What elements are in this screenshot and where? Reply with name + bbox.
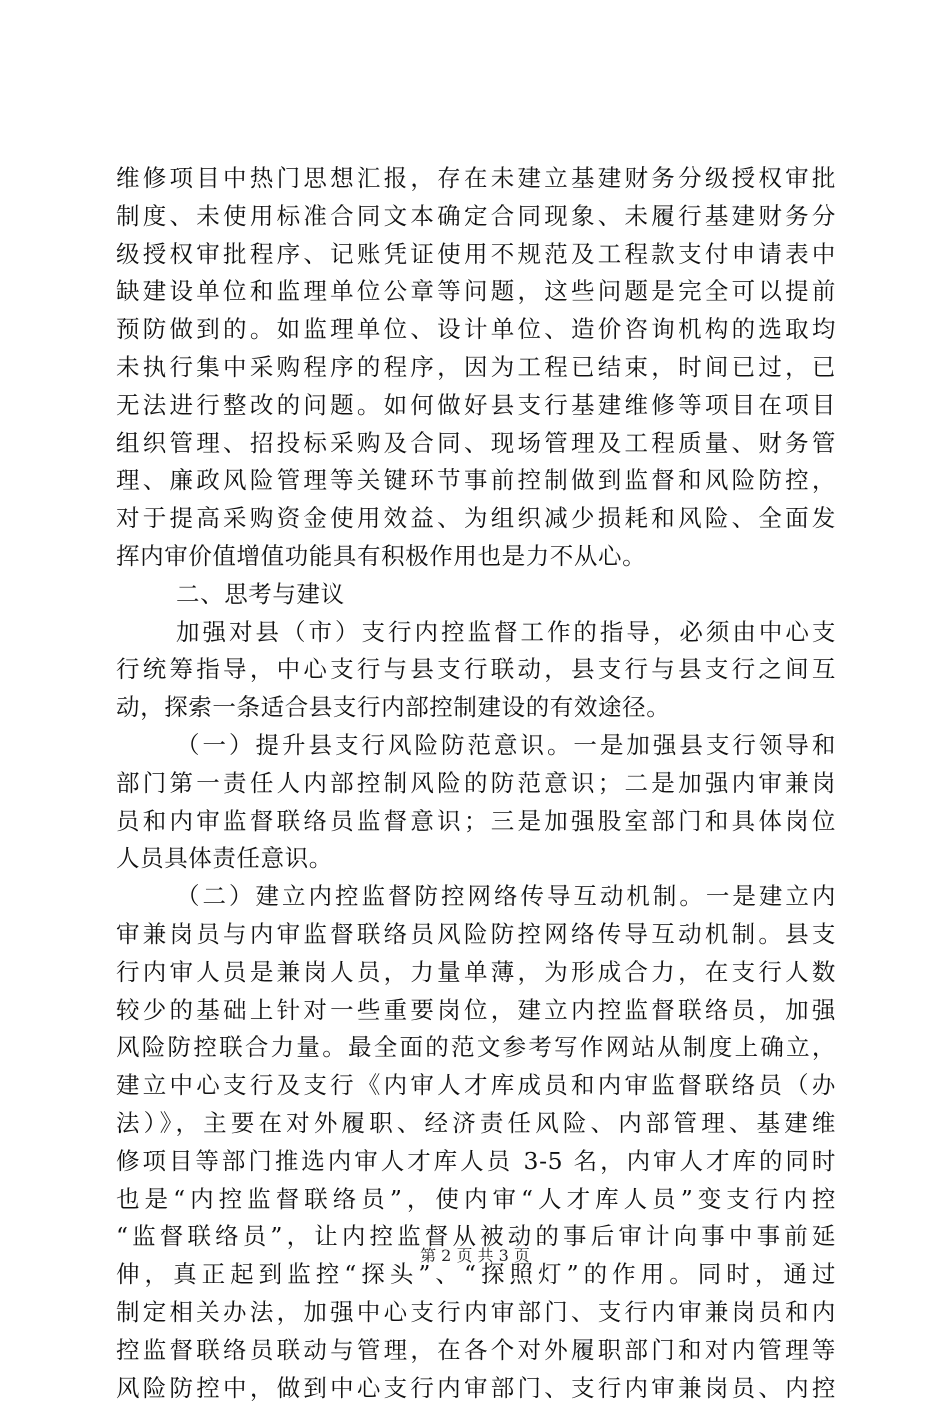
page-footer: 第 2 页 共 3 页 [0,1243,950,1266]
document-body [116,160,836,1407]
text-line: 行内审人员是兼岗人员，力量单薄，为形成合力，在支行人数 [116,954,836,992]
text-line: 人员具体责任意识。 [116,840,836,878]
text-line: 建立中心支行及支行《内审人才库成员和内审监督联络员（办 [116,1067,836,1105]
text-line: 维修项目中热门思想汇报，存在未建立基建财务分级授权审批 [116,160,836,198]
text-line: 无法进行整改的问题。如何做好县支行基建维修等项目在项目 [116,387,836,425]
text-line: 二、思考与建议 [116,576,836,614]
text-line: 控监督联络员联动与管理，在各个对外履职部门和对内管理等 [116,1332,836,1370]
text-line: 未执行集中采购程序的程序，因为工程已结束，时间已过，已 [116,349,836,387]
text-line: 对于提高采购资金使用效益、为组织减少损耗和风险、全面发 [116,500,836,538]
text-line: 伸，真正起到监控“探头”、“探照灯”的作用。同时，通过 [116,1256,836,1294]
text-line: 预防做到的。如监理单位、设计单位、造价咨询机构的选取均 [116,311,836,349]
text-line: 员和内审监督联络员监督意识；三是加强股室部门和具体岗位 [116,803,836,841]
text-line: 加强对县（市）支行内控监督工作的指导，必须由中心支 [116,614,836,652]
text-line: 风险防控中，做到中心支行内审部门、支行内审兼岗员、内控 [116,1370,836,1407]
text-line: 制定相关办法，加强中心支行内审部门、支行内审兼岗员和内 [116,1294,836,1332]
text-line: 组织管理、招投标采购及合同、现场管理及工程质量、财务管 [116,425,836,463]
text-line: 较少的基础上针对一些重要岗位，建立内控监督联络员，加强 [116,992,836,1030]
text-line: “监督联络员”，让内控监督从被动的事后审计向事中事前延 [116,1218,836,1256]
text-line: 风险防控联合力量。最全面的范文参考写作网站从制度上确立， [116,1029,836,1067]
text-line: （二）建立内控监督防控网络传导互动机制。一是建立内 [116,878,836,916]
text-line: 挥内审价值增值功能具有积极作用也是力不从心。 [116,538,836,576]
text-line: 行统筹指导，中心支行与县支行联动，县支行与县支行之间互 [116,651,836,689]
text-line: 修项目等部门推选内审人才库人员 3-5 名，内审人才库的同时 [116,1143,836,1181]
text-line: 制度、未使用标准合同文本确定合同现象、未履行基建财务分 [116,198,836,236]
text-line: 法）》，主要在对外履职、经济责任风险、内部管理、基建维 [116,1105,836,1143]
text-line: 部门第一责任人内部控制风险的防范意识；二是加强内审兼岗 [116,765,836,803]
text-line: 级授权审批程序、记账凭证使用不规范及工程款支付申请表中 [116,236,836,274]
text-line: 也是“内控监督联络员”，使内审“人才库人员”变支行内控 [116,1181,836,1219]
text-line: 动，探索一条适合县支行内部控制建设的有效途径。 [116,689,836,727]
text-line: 审兼岗员与内审监督联络员风险防控网络传导互动机制。县支 [116,916,836,954]
text-line: （一）提升县支行风险防范意识。一是加强县支行领导和 [116,727,836,765]
text-line: 理、廉政风险管理等关键环节事前控制做到监督和风险防控， [116,462,836,500]
text-line: 缺建设单位和监理单位公章等问题，这些问题是完全可以提前 [116,273,836,311]
